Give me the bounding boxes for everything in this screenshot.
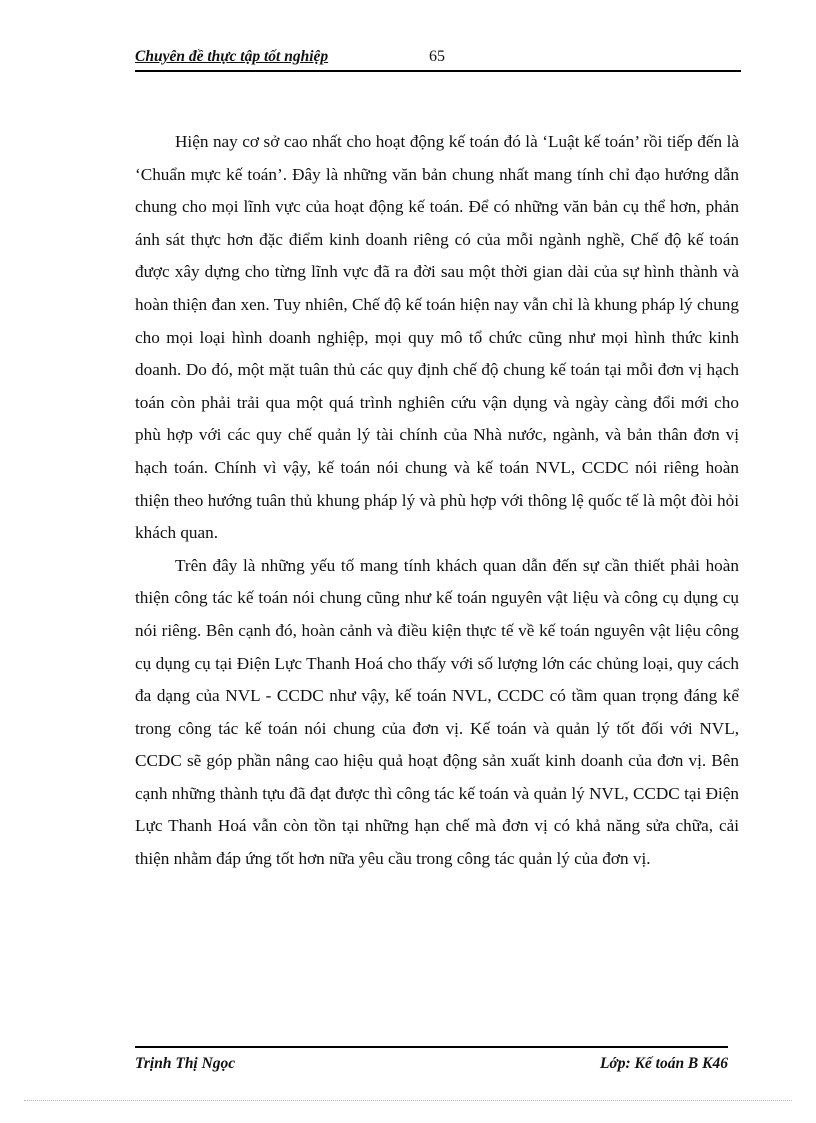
page-footer bbox=[135, 1046, 728, 1072]
paragraph: Hiện nay cơ sở cao nhất cho hoạt động kế toán đó là ‘Luật kế toán’ rồi tiếp đến là ‘Chuẩn mực kế toán’. Đây là những văn bản chung nhất mang tính chỉ đạo hướng dẫn chung cho mọi lĩnh vực của hoạt động kế toán. Để có những văn bản cụ thể hơn, phản ánh sát thực hơn đặc điểm kinh doanh riêng có của mỗi ngành nghề, Chế độ kế toán được xây dựng cho từng lĩnh vực đã ra đời sau một thời gian dài của sự hình thành và hoàn thiện đan xen. Tuy nhiên, Chế độ kế toán hiện nay vẫn chỉ là khung pháp lý chung cho mọi loại hình doanh nghiệp, mọi quy mô tổ chức cũng như mọi hình thức kinh doanh. Do đó, một mặt tuân thủ các quy định chế độ chung kế toán tại mỗi đơn vị hạch toán còn phải trải qua một quá trình nghiên cứu vận dụng và ngày càng đổi mới cho phù hợp với các quy chế quản lý tài chính của Nhà nước, ngành, và bản thân đơn vị hạch toán. Chính vì vậy, kế toán nói chung và kế toán NVL, CCDC nói riêng hoàn thiện theo hướng tuân thủ khung pháp lý và phù hợp với thông lệ quốc tế là một đòi hỏi khách quan. bbox=[135, 132, 739, 543]
author-name: Trịnh Thị Ngọc bbox=[135, 1055, 236, 1072]
document-body bbox=[135, 126, 739, 876]
class-label: Lớp: Kế toán B K46 bbox=[599, 1055, 728, 1072]
page-number: 65 bbox=[429, 48, 445, 65]
page-header bbox=[135, 46, 741, 72]
page-edge-divider bbox=[24, 1100, 792, 1101]
paragraph: Trên đây là những yếu tố mang tính khách quan dẫn đến sự cần thiết phải hoàn thiện công tác kế toán nói chung cũng như kế toán nguyên vật liệu và công cụ dụng cụ nói riêng. Bên cạnh đó, hoàn cảnh và điều kiện thực tế về kế toán nguyên vật liệu công cụ dụng cụ tại Điện Lực Thanh Hoá cho thấy với số lượng lớn các chủng loại, quy cách đa dạng của NVL - CCDC như vậy, kế toán NVL, CCDC có tầm quan trọng đáng kể trong công tác kế toán nói chung của đơn vị. Kế toán và quản lý tốt đối với NVL, CCDC sẽ góp phần nâng cao hiệu quả hoạt động sản xuất kinh doanh của đơn vị. Bên cạnh những thành tựu đã đạt được thì công tác kế toán và quản lý NVL, CCDC tại Điện Lực Thanh Hoá vẫn còn tồn tại những hạn chế mà đơn vị có khả năng sửa chữa, cải thiện nhằm đáp ứng tốt hơn nữa yêu cầu trong công tác quản lý của đơn vị. bbox=[135, 555, 739, 869]
document-title: Chuyên đề thực tập tốt nghiệp bbox=[135, 48, 329, 65]
